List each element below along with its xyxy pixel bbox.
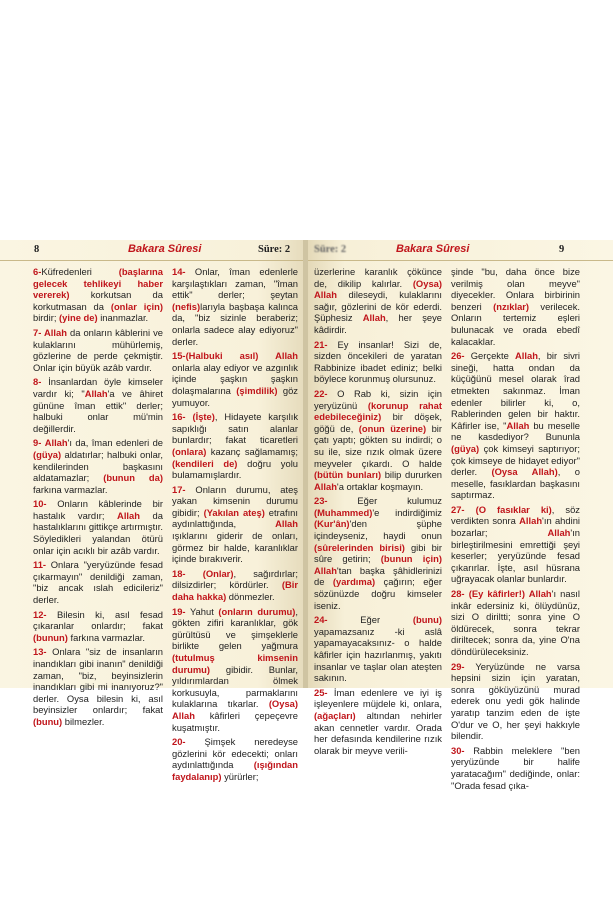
verse [172,484,298,565]
verse-highlight: (bunun da) [103,472,163,484]
verse-text: ışıklarını giderir de onları, görmez bir halde, karanlıklar içinde bırakıverir. [172,530,298,565]
verse [451,588,580,658]
page-number: 9 [559,244,565,255]
verse-highlight: (Yakılan ateş) [203,506,265,518]
verse-text [465,504,476,515]
verse-text: dönmezler. [226,591,275,603]
verse-highlight: (bunu) [412,614,442,626]
verse-text: larıyla başbaşa kalınca da, "biz sizinle beraberiz; onlarla sadece alay ediyoruz" derler. [172,300,298,347]
verse-highlight: (Oysa) Allah [314,277,442,301]
verse-text: korkutsan da korkutmasan da [33,289,163,312]
verse-text: yapamazsanız -ki aslâ yapamayacaksınız- o halde kâfirler için hazırlanmış, yakıtı insanlar ve taşlar olan ateşten sakının. [314,625,442,684]
verse-text: bir çatı yaptı; gökten su indirdi; o su ile, size rızık olmak üzere meyveler çıkardı. O halde [314,422,442,469]
verse-number: 29- [451,660,465,672]
verse-highlight: (onun üzerine) [358,422,427,434]
verse-text: verilecek. Onların tertemiz eşleri bulunacak ve orada ebedî kalacaklar. [451,300,581,347]
verse-text: 'ın birleştirilmesini emrettiği şeyi keserler; yeryüzünde fesad çıkarırlar. İşte, asıl hüsrana uğrayacak olanlar bunlardır. [451,527,580,585]
verse [451,745,580,791]
verse-highlight: (nzıklar) [493,300,530,312]
verse-number: 15- [172,350,186,362]
verse [172,568,298,603]
verse [314,614,442,684]
verse-text: etrafını aydınlattığında, [172,506,298,530]
verse-text: kazanç sağlamamış; [206,445,298,457]
surah-number: Süre: 2 [258,244,291,255]
verse-text: bir döşek, göğü de, [314,411,442,434]
verse-number: 16- [172,411,186,423]
verse-highlight: Allah [275,518,298,530]
verse-text: 'tan başka şâhidlerinizi de [314,564,442,588]
verse-highlight: (başlarına gelecek tehlikeyi haber vererek) [33,266,163,301]
verse-text: Onlara "yeryüzünde fesad çıkarmayın" denildiği zaman, "biz ancak ıslah edicileriz" derler. [33,559,163,606]
verse-highlight: (onların durumu) [218,605,296,617]
verse-number: 28- [451,588,465,600]
verse [33,376,163,434]
verse [451,350,580,501]
verse-text: şinde "bu, daha önce bize verilmiş olan meyve" diyecekler. Onlara birbirinin benzeri [451,266,580,312]
verse-number: 13- [33,646,47,658]
verse [172,411,298,481]
verse-highlight: (Kur'ân) [314,518,350,530]
verse-highlight: (O fasıklar ki) [475,503,552,515]
verse-highlight: (onlar için) [110,300,164,312]
verse-text: bilmezler. [62,715,105,727]
verse [33,646,163,727]
verse-text: gibi bir sûre getirin; [314,541,442,565]
verse-highlight: (güya) [451,442,480,454]
verse-highlight: (tutulmuş kimsenin durumu) [172,652,298,675]
verse-text: İman edenlere ve iyi iş işleyenlere müjdele ki, onlara, [314,686,442,710]
verse-text: birdir; [33,312,60,324]
verse-highlight: (güya) [33,448,62,460]
verse-text: Onların kâblerinde bir hastalık vardır; [33,498,163,521]
verse-text: 'ı da, îman edenleri de [67,437,163,449]
verse-text: çok kimseyi saptırıyor; çok kimseye de hidayet ediyor" derler. [451,442,580,478]
verse-text: , Hidayete karşılık sapıklığı satın alanlar bunlardır; fakat ticaretleri [172,411,299,446]
verse-text: 'ı nasıl inkâr edersiniz ki, ölüydünüz, sizi O diriltti; sonra yine O öldürecek, sonra tekrar diriltecek; sonra da, yine O'na döndürüleceksiniz. [451,588,580,657]
left-column-2 [172,266,298,786]
verse-text: gibidir. Bunlar, yıldırımlardan ölmek korkusuyla, parmaklarını kulaklarına tıkarlar. [172,663,298,710]
verse-highlight: (Oysa) Allah [172,698,298,721]
verse-text: altından nehirler akan cennetler vardır. Orada her defasında kendilerine rızık olarak bir meyve verili- [314,709,442,756]
verse-highlight: (korunup rahat edebileceğiniz) [314,399,442,423]
verse-highlight: (Bir daha hakka) [172,579,298,603]
verse-highlight: Allah [44,437,68,449]
verse-number: 26- [451,350,465,362]
verse-text: da hastalıklarını gittikçe artırmıştır. Söyledikleri yalandan ötürü onlar için acıklı bir azâb vardır. [33,509,163,556]
verse-text: Gerçekte [464,350,515,362]
verse-highlight: (sûrelerinden birisi) [314,541,405,553]
surah-number: Süre: 2 [314,244,347,255]
verse-number: 22- [314,387,328,399]
verse-number: 8- [33,376,42,388]
verse-text: İnsanlardan öyle kimseler vardır ki; " [33,376,163,399]
verse-text: Yahut [185,605,219,617]
verse [314,687,442,757]
verse-number: 20- [172,736,186,748]
verse-text: , söz verdikten sonra [451,503,580,527]
verse [451,504,580,585]
verse-text: Onlara "siz de insanların inandıkları gibi inanın" denildiği zaman, "biz, beyinsizlerin inandıkları gibi mi inanıyoruz?" derler. Oysa bilesin ki, asıl beyinsizler onlardır; fakat [33,646,163,716]
verse-number: 19- [172,605,186,617]
verse-text: Yeryüzünde ne varsa hepsini sizin için yaratan, sonra göküyüzünü murad ederek onu yedi gök halinde yaratıp tanzim eden de işte O'dur ve O, her şeyi hakkıyle bilendir. [451,660,580,742]
verse-text: 'e indirdiğimiz [372,506,442,518]
verse-text: Şimşek neredeyse gözlerini kör edecekti; onları aydınlattığında [172,736,298,771]
verse-highlight: (şimdilik) [236,384,278,396]
verse-number: 27- [451,503,465,515]
verse-highlight: (Ey kâfirler!) Allah [468,588,552,600]
verse-number: 24- [314,614,328,626]
verse-text: doğru yolu bulamamışlardır. [172,457,298,481]
page-number: 8 [34,244,40,255]
verse-text: dileseydi, kulaklarını sağır, gözlerini de kör ederdi. Şüphesiz [314,289,442,324]
verse-text: farkına varmazlar. [67,631,146,643]
verse-number: 23- [314,495,328,507]
verse-number: 25- [314,686,328,698]
verse [33,498,163,556]
verse-number: 21- [314,338,328,350]
verse-text: göz yumuyor. [172,384,298,408]
verse [33,437,163,495]
verse-highlight: Allah [117,509,140,521]
verse [314,339,442,385]
verse [451,266,580,347]
verse [314,266,442,336]
verse-number: 10- [33,498,47,510]
verse-highlight: (İşte) [192,411,215,423]
verse-highlight: Allah [362,312,386,324]
verse-text: , sağırdırlar; dilsizdirler; kördürler. [172,567,299,591]
verse-highlight: Allah [314,480,337,492]
verse-text: 'den şüphe içindeyseniz, haydi onun [314,518,442,542]
verse-number: 12- [33,608,47,620]
verse-number: 6- [33,266,42,277]
verse [314,495,442,611]
verse-text: kâfirleri çepeçevre kuşatmıştır. [172,709,298,733]
verse-text: farkına varmazlar. [33,483,108,495]
verse [172,736,298,782]
verse-text: inanmazlar. [97,312,149,324]
verse-highlight: Allah [515,350,538,362]
verse-text: 'a ve âhiret gününe îman ettik" derler; halbuki onlar mü'min değillerdir. [33,387,163,434]
verse-text: Onlar, îman edenlerle karşılaştıkları zaman, "îman ettik" derler; şeytan [172,266,298,301]
verse [33,327,163,373]
right-column-1 [314,266,442,759]
verse [172,606,298,734]
verse-number: 14- [172,266,186,277]
verse-highlight: (bunun için) Allah [314,553,442,576]
verse-highlight: (Oysa Allah) [491,466,558,478]
verse-highlight: (ağaçları) [314,709,356,721]
open-book-spread [0,240,613,791]
verse-text: , her şeye kâdirdir. [314,312,442,335]
verse-text: , gökten zifiri karanlıklar, gök gürültüsü ve şimşeklerle birlikte gelen yağmura [172,605,299,652]
page-header [308,242,613,261]
verse-text: üzerlerine karanlık çökünce de, dikilip kalırlar. [314,266,442,289]
verse-number: 11- [33,559,47,571]
page-header [0,242,303,261]
verse-highlight: Allah [519,515,543,527]
verse-text: Ey insanlar! Sizi de, sizden öncekileri de yaratan Rabbinize ibadet ediniz; belki böylece korunmuş olursunuz. [314,338,442,385]
verse-number: 30- [451,744,465,756]
verse-highlight: (ışığından faydalanıp) [172,759,298,782]
verse-text: Küfredenleri [41,266,119,277]
verse-highlight: (Onlar) [202,567,234,579]
verse-highlight: Allah [41,326,67,338]
verse-text: Onların durumu, ateş yakan kimsenin durumu gibidir; [172,483,298,518]
verse-text: Rabbin meleklere "ben yeryüzünde bir halife yaratacağım" dediğinde, onlar: "Orada fesad çıka- [451,744,580,791]
verse-highlight: (Halbuki asıl) Allah [185,350,298,362]
verse-text: yürürler; [221,770,259,782]
verse-highlight: Allah [547,527,571,539]
verse [172,266,298,347]
surah-title: Bakara Sûresi [128,243,202,255]
left-column-1 [33,266,163,731]
verse-highlight: Allah [506,419,530,431]
surah-title: Bakara Sûresi [396,243,470,255]
verse-highlight: (bunun) [33,631,68,643]
verse-text: 'a ortaklar koşmayın. [336,480,424,492]
verse-highlight: Allah [84,387,108,399]
verse-highlight: (onlara) [172,445,207,457]
verse-highlight: (nefis) [172,300,201,312]
verse [33,559,163,605]
verse-text: onlarla alay ediyor ve azgınlık içinde şaşkın şaşkın dolaşmalarına [172,361,298,396]
verse-highlight: (Muhammed) [314,506,373,518]
verse-text: bu meselle ne kasdediyor? Bununla [451,419,580,443]
verse-text: bilip dururken [381,469,442,481]
right-page [308,240,613,791]
verse-number: 7- [33,326,42,338]
verse [451,661,580,742]
verse-highlight: (kendileri de) [172,457,238,469]
verse-number: 18- [172,567,186,579]
verse-text: , bir sivri sineği, hatta ondan da küçüğünü mesel olarak îrad etmekten sakınmaz. İman edenler bilirler ki, o, Rablerinden gelen bir haktır. Kâfirler ise, " [451,350,580,431]
verse-text: da onların kâblerini ve kulaklarını mühürlemiş, gözlerine de perde çekmiştir. Onlar için büyük azâb vardır. [33,326,163,373]
verse-text: Bilesin ki, asıl fesad çıkaranlar onlardır; fakat [33,608,163,632]
verse-text: , o meselle, fasıklardan başkasını saptırmaz. [451,466,580,501]
verse-text: aldatırlar; halbuki onlar, kendilerinden başkasını aldatamazlar; [33,448,163,484]
verse-text: 'ın ahdini bozarlar; [451,515,580,539]
verse-text: Eğer kulumuz [327,495,442,507]
verse-highlight: (bunu) [33,715,63,727]
verse-text [186,568,203,579]
right-column-2 [451,266,580,794]
verse-highlight: (yardıma) [332,576,376,588]
verse-text: çağırın; eğer sözünüzde doğru kimseler iseniz. [314,576,442,611]
verse-highlight: (yine de) [59,312,98,324]
verse-highlight: (bütün bunları) [314,469,382,481]
verse [314,388,442,492]
verse [172,350,298,408]
verse-text: Eğer [327,614,413,626]
verse-number: 17- [172,483,186,495]
verse [33,609,163,644]
left-page [0,240,303,782]
verse-number: 9- [33,437,42,449]
verse [33,266,163,324]
verse-text: O Rab ki, sizin için yeryüzünü [314,387,442,411]
